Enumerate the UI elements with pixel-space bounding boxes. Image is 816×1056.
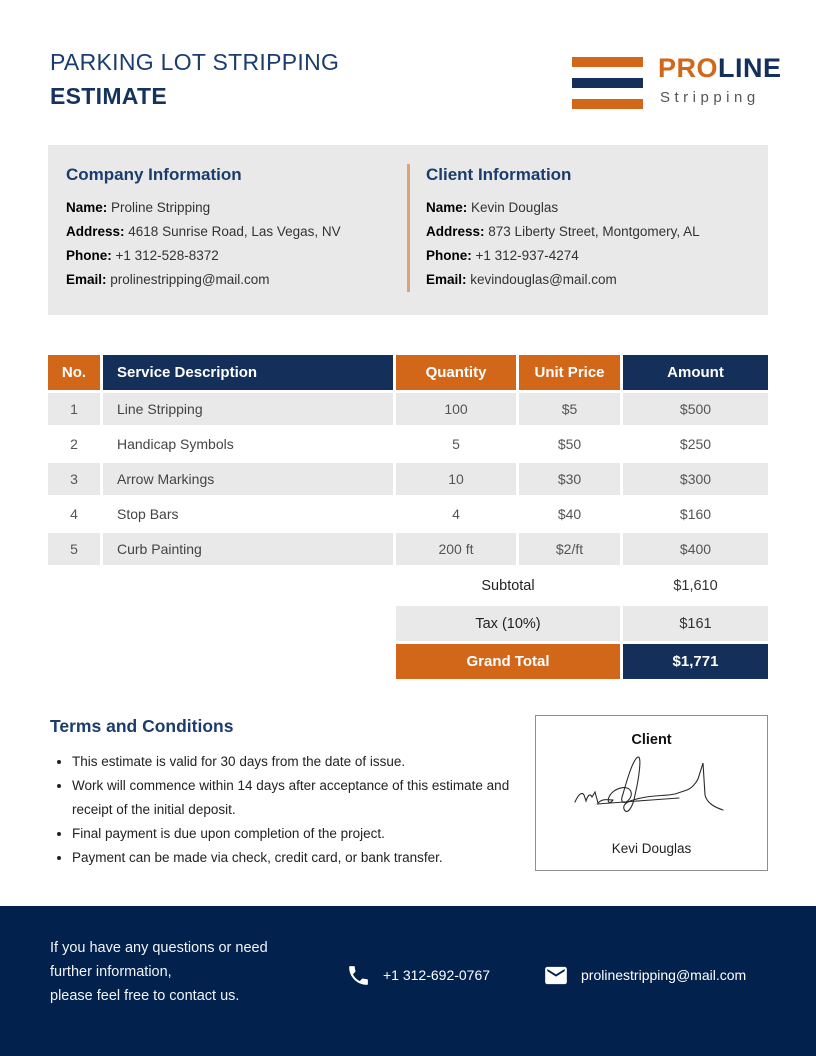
- cell-unit-price: $5: [519, 393, 620, 425]
- field-value: kevindouglas@mail.com: [470, 272, 617, 287]
- field-label: Phone:: [66, 248, 112, 263]
- client-name-line: [426, 196, 754, 220]
- terms-item: • Payment can be made via check, credit card, or bank transfer.: [72, 846, 520, 870]
- field-label: Name:: [426, 200, 468, 215]
- field-label: Address:: [66, 224, 125, 239]
- services-table: [48, 355, 768, 682]
- logo-name-pro: PRO: [658, 53, 719, 83]
- cell-amount: $250: [623, 428, 768, 460]
- tax-row: [48, 606, 768, 641]
- table-header-row: [48, 355, 768, 390]
- grand-total-row: [48, 644, 768, 679]
- cell-unit-price: $2/ft: [519, 533, 620, 565]
- tax-label: Tax (10%): [396, 606, 620, 641]
- table-row: [48, 463, 768, 495]
- phone-icon: [345, 962, 371, 988]
- client-phone-line: [426, 244, 754, 268]
- grand-total-value: $1,771: [623, 644, 768, 679]
- table-row: [48, 498, 768, 530]
- terms-and-conditions: [50, 716, 520, 870]
- logo-subtitle: Stripping: [660, 89, 760, 106]
- field-value: Proline Stripping: [111, 200, 211, 215]
- grand-total-label: Grand Total: [396, 644, 620, 679]
- company-phone-line: [66, 244, 394, 268]
- terms-item: • Work will commence within 14 days after acceptance of this estimate and receipt of the initial deposit.: [72, 774, 520, 822]
- logo-stripe-navy: [572, 78, 643, 88]
- logo-stripe-orange: [572, 99, 643, 109]
- subtotal-row: [48, 568, 768, 603]
- cell-amount: $400: [623, 533, 768, 565]
- header-amount: Amount: [623, 355, 768, 390]
- cell-no: 2: [48, 428, 100, 460]
- table-row: [48, 533, 768, 565]
- cell-quantity: 4: [396, 498, 516, 530]
- cell-amount: $300: [623, 463, 768, 495]
- field-label: Email:: [66, 272, 107, 287]
- document-title: [50, 49, 339, 110]
- company-email-line: [66, 268, 394, 292]
- header-description: Service Description: [103, 355, 393, 390]
- terms-list: [50, 750, 520, 870]
- cell-no: 4: [48, 498, 100, 530]
- cell-unit-price: $40: [519, 498, 620, 530]
- logo-name: [658, 55, 782, 82]
- terms-item: • This estimate is valid for 30 days from the date of issue.: [72, 750, 520, 774]
- title-line-1: PARKING LOT STRIPPING: [50, 49, 340, 75]
- cell-description: Curb Painting: [103, 533, 393, 565]
- company-name-line: [66, 196, 394, 220]
- footer-email-address: prolinestripping@mail.com: [581, 967, 747, 983]
- subtotal-label: Subtotal: [396, 568, 620, 603]
- client-email-line: [426, 268, 754, 292]
- cell-unit-price: $30: [519, 463, 620, 495]
- terms-heading: Terms and Conditions: [50, 716, 234, 736]
- title-line-2: ESTIMATE: [50, 83, 167, 109]
- tax-value: $161: [623, 606, 768, 641]
- cell-unit-price: $50: [519, 428, 620, 460]
- footer-phone-number: +1 312-692-0767: [383, 967, 491, 983]
- company-logo: [572, 55, 782, 109]
- field-label: Address:: [426, 224, 485, 239]
- footer-message-line: If you have any questions or need: [50, 940, 268, 956]
- field-value: 873 Liberty Street, Montgomery, AL: [488, 224, 700, 239]
- client-information: [408, 145, 768, 315]
- field-value: Kevin Douglas: [471, 200, 559, 215]
- info-panel-divider: [407, 164, 410, 292]
- cell-quantity: 100: [396, 393, 516, 425]
- field-value: 4618 Sunrise Road, Las Vegas, NV: [128, 224, 341, 239]
- logo-stripe-orange: [572, 57, 643, 67]
- company-information: [48, 145, 408, 315]
- envelope-icon: [543, 962, 569, 988]
- cell-description: Handicap Symbols: [103, 428, 393, 460]
- terms-item: • Final payment is due upon completion of the project.: [72, 822, 520, 846]
- field-label: Email:: [426, 272, 467, 287]
- footer-message-line: further information,: [50, 964, 172, 980]
- footer-phone-contact: [345, 962, 490, 988]
- field-value: +1 312-528-8372: [115, 248, 219, 263]
- signature-heading: Client: [631, 732, 672, 748]
- field-label: Phone:: [426, 248, 472, 263]
- footer-message-line: please feel free to contact us.: [50, 988, 240, 1004]
- footer-message: [50, 936, 268, 1008]
- header-quantity: Quantity: [396, 355, 516, 390]
- field-value: prolinestripping@mail.com: [110, 272, 270, 287]
- logo-text: [658, 55, 782, 106]
- cell-no: 1: [48, 393, 100, 425]
- cell-description: Line Stripping: [103, 393, 393, 425]
- logo-stripes-icon: [572, 57, 643, 109]
- cell-description: Arrow Markings: [103, 463, 393, 495]
- table-row: [48, 393, 768, 425]
- cell-quantity: 5: [396, 428, 516, 460]
- cell-no: 5: [48, 533, 100, 565]
- cell-quantity: 10: [396, 463, 516, 495]
- footer: [0, 906, 816, 1056]
- signature-name: Kevi Douglas: [611, 841, 692, 856]
- header-no: No.: [48, 355, 100, 390]
- header-unit-price: Unit Price: [519, 355, 620, 390]
- cell-no: 3: [48, 463, 100, 495]
- cell-amount: $500: [623, 393, 768, 425]
- info-panel: [48, 145, 768, 315]
- signature-icon: [567, 750, 737, 820]
- field-label: Name:: [66, 200, 108, 215]
- client-address-line: [426, 220, 754, 244]
- logo-name-line: LINE: [718, 53, 782, 83]
- cell-amount: $160: [623, 498, 768, 530]
- company-info-heading: Company Information: [66, 165, 242, 184]
- cell-description: Stop Bars: [103, 498, 393, 530]
- field-value: +1 312-937-4274: [475, 248, 579, 263]
- company-address-line: [66, 220, 394, 244]
- client-signature-box: [535, 715, 768, 871]
- subtotal-value: $1,610: [623, 568, 768, 603]
- cell-quantity: 200 ft: [396, 533, 516, 565]
- client-info-heading: Client Information: [426, 165, 572, 184]
- table-row: [48, 428, 768, 460]
- footer-email-contact: [543, 962, 746, 988]
